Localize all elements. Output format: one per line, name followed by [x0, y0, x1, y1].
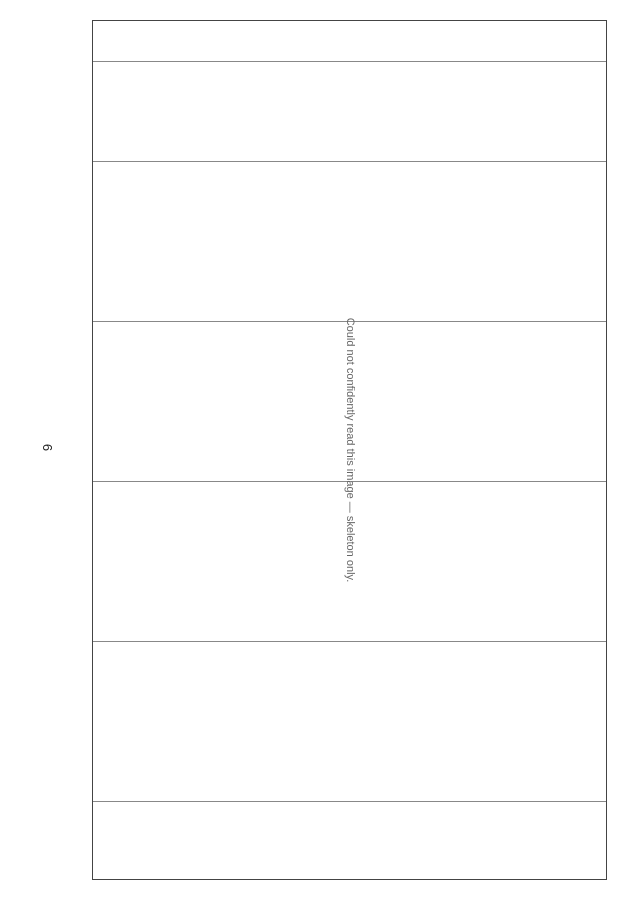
- rotated-table-sheet: [92, 20, 607, 880]
- table-rule: [93, 801, 606, 802]
- skeleton-notice: Could not confidently read this image — skeleton only.: [343, 317, 356, 583]
- table-rule: [93, 61, 606, 62]
- page-number: 6: [40, 443, 56, 452]
- table-rule: [93, 161, 606, 162]
- table-rule: [93, 641, 606, 642]
